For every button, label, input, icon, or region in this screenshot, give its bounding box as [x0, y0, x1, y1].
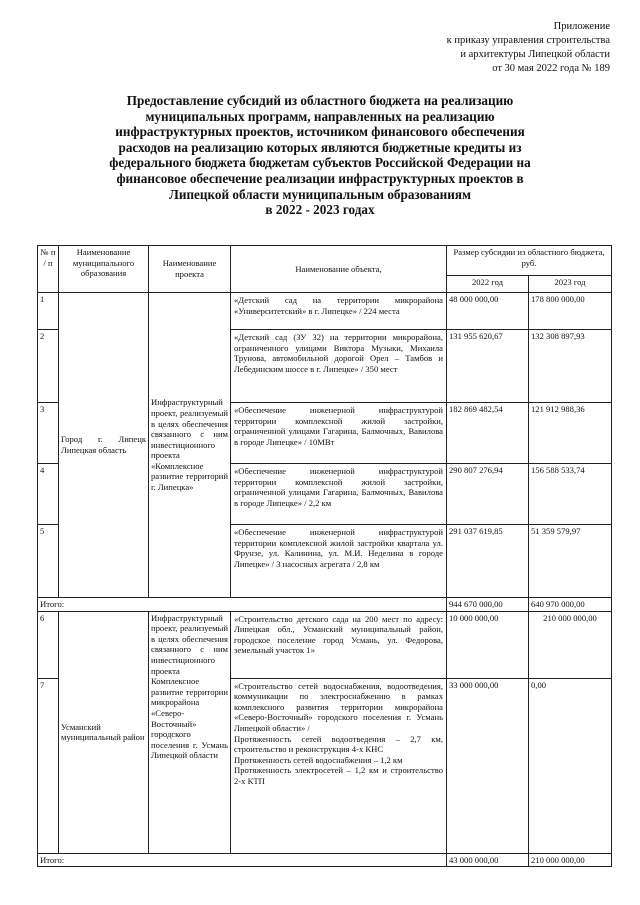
object-cell: «Обеспечение инженерной инфраструктурой территории комплексной жилой застройки, ограниченной улицами Гагарина, Балмочных, Вавилова в городе Липецке» / 2,2 км [231, 464, 447, 525]
title-line-2: муниципальных программ, направленных на реализацию [145, 108, 495, 124]
header-row-1 [38, 246, 612, 276]
value-2023: 0,00 [529, 678, 612, 853]
appendix-line-1: Приложение [553, 21, 610, 32]
value-2022: 182 869 482,54 [447, 403, 529, 464]
total-2022: 43 000 000,00 [447, 853, 529, 867]
header-subsidy: Размер субсидии из областного бюджета, руб. [447, 246, 612, 276]
appendix-block [447, 20, 610, 76]
value-2022: 33 000 000,00 [447, 678, 529, 853]
document-title [60, 93, 580, 218]
title-line-3: инфраструктурных проектов, источником финансового обеспечения [115, 124, 525, 140]
value-2023: 156 588 533,74 [529, 464, 612, 525]
table-row [38, 293, 612, 330]
object-text-line: Протяженность сетей водоснабжения – 1,2 км [234, 754, 403, 765]
header-2023: 2023 год [529, 276, 612, 293]
value-2023: 121 912 988,36 [529, 403, 612, 464]
table-row [38, 611, 612, 678]
row-num: 6 [38, 611, 59, 678]
value-2022: 290 807 276,94 [447, 464, 529, 525]
value-2022: 10 000 000,00 [447, 611, 529, 678]
appendix-line-2: к приказу управления строительства [446, 35, 610, 46]
title-line-7: Липецкой области муниципальным образованиям [169, 186, 471, 202]
total-label: Итого: [38, 853, 447, 867]
project-cell: Инфраструктурный проект, реализуемый в целях обеспечения связанного с ним инвестиционного проекта Комплексное развитие территории микрорайона «Северо-Восточный» городского поселения г. Усмань Липецкой области [149, 611, 231, 853]
total-row [38, 853, 612, 867]
object-cell: «Детский сад на территории микрорайона «Университетский» в г. Липецке» / 224 места [231, 293, 447, 330]
title-line-1: Предоставление субсидий из областного бюджета на реализацию [126, 93, 514, 108]
object-text-line: Протяженность сетей водоотведения – 2,7 км, строительство и реконструкция 4-х КНС [234, 733, 443, 755]
value-2023: 178 800 000,00 [529, 293, 612, 330]
object-cell: «Обеспечение инженерной инфраструктурой территории комплексной жилой застройки, ограниченной улицами Гагарина, Балмочных, Вавилова в городе Липецке» / 10МВт [231, 403, 447, 464]
value-2022: 291 037 619,85 [447, 525, 529, 598]
total-label: Итого: [38, 598, 447, 612]
value-2023: 210 000 000,00 [529, 611, 612, 678]
object-text-main: «Строительство сетей водоснабжения, водоотведения, коммуникации по электроснабжению в рамках комплексного развития территории микрорайона «Северо-Восточный» городского поселения г. Усмань Липецкой области» / [234, 680, 443, 733]
object-cell [231, 678, 447, 853]
header-municipality: Наименование муниципального образования [59, 246, 149, 293]
appendix-line-3: и архитектуры Липецкой области [460, 49, 610, 60]
value-2022: 48 000 000,00 [447, 293, 529, 330]
project-cell: Инфраструктурный проект, реализуемый в целях обеспечения связанного с ним инвестиционного проекта «Комплексное развитие территорий г. Липецка» [149, 293, 231, 598]
total-2023: 640 970 000,00 [529, 598, 612, 612]
row-num: 5 [38, 525, 59, 598]
row-num: 1 [38, 293, 59, 330]
object-cell: «Детский сад (ЗУ 32) на территории микрорайона, ограниченного улицами Виктора Музыки, Михаила Трунова, автомобильной дорогой Орел – Тамбов и Лебединским шоссе в г. Липецке» / 350 мест [231, 330, 447, 403]
total-2022: 944 670 000,00 [447, 598, 529, 612]
row-num: 3 [38, 403, 59, 464]
title-line-8: в 2022 - 2023 годах [265, 202, 375, 218]
municipality-cell: Усманский муниципальный район [59, 611, 149, 853]
municipality-cell: Город г. Липецк Липецкая область [59, 293, 149, 598]
total-2023: 210 000 000,00 [529, 853, 612, 867]
row-num: 2 [38, 330, 59, 403]
value-2023: 51 359 579,97 [529, 525, 612, 598]
subsidy-table [37, 245, 612, 867]
header-num: № п / п [38, 246, 59, 293]
header-project: Наименование проекта [149, 246, 231, 293]
header-object: Наименование объекта, [231, 246, 447, 293]
object-cell: «Строительство детского сада на 200 мест по адресу: Липецкая обл., Усманский муниципальный район, городское поселение город Усмань, ул. Федорова, земельный участок 1» [231, 611, 447, 678]
row-num: 4 [38, 464, 59, 525]
header-2022: 2022 год [447, 276, 529, 293]
value-2022: 131 955 620,67 [447, 330, 529, 403]
total-row [38, 598, 612, 612]
value-2023: 132 308 897,93 [529, 330, 612, 403]
title-line-4: расходов на реализацию которых являются бюджетные кредиты из [118, 139, 522, 155]
object-text-line: Протяженность электросетей – 1,2 км и строительство 2-х КТП [234, 765, 443, 786]
object-cell: «Обеспечение инженерной инфраструктурой территории комплексной жилой застройки квартала ул. Фрунзе, ул. Калинина, ул. М.И. Неделина в городе Липецке» / 3 насосных агрегата / 2,8 км [231, 525, 447, 598]
title-line-5: федерального бюджета бюджетам субъектов Российской Федерации на [109, 155, 531, 171]
appendix-line-4: от 30 мая 2022 года № 189 [492, 63, 610, 74]
title-line-6: финансовое обеспечение реализации инфраструктурных проектов в [116, 170, 524, 186]
row-num: 7 [38, 678, 59, 853]
